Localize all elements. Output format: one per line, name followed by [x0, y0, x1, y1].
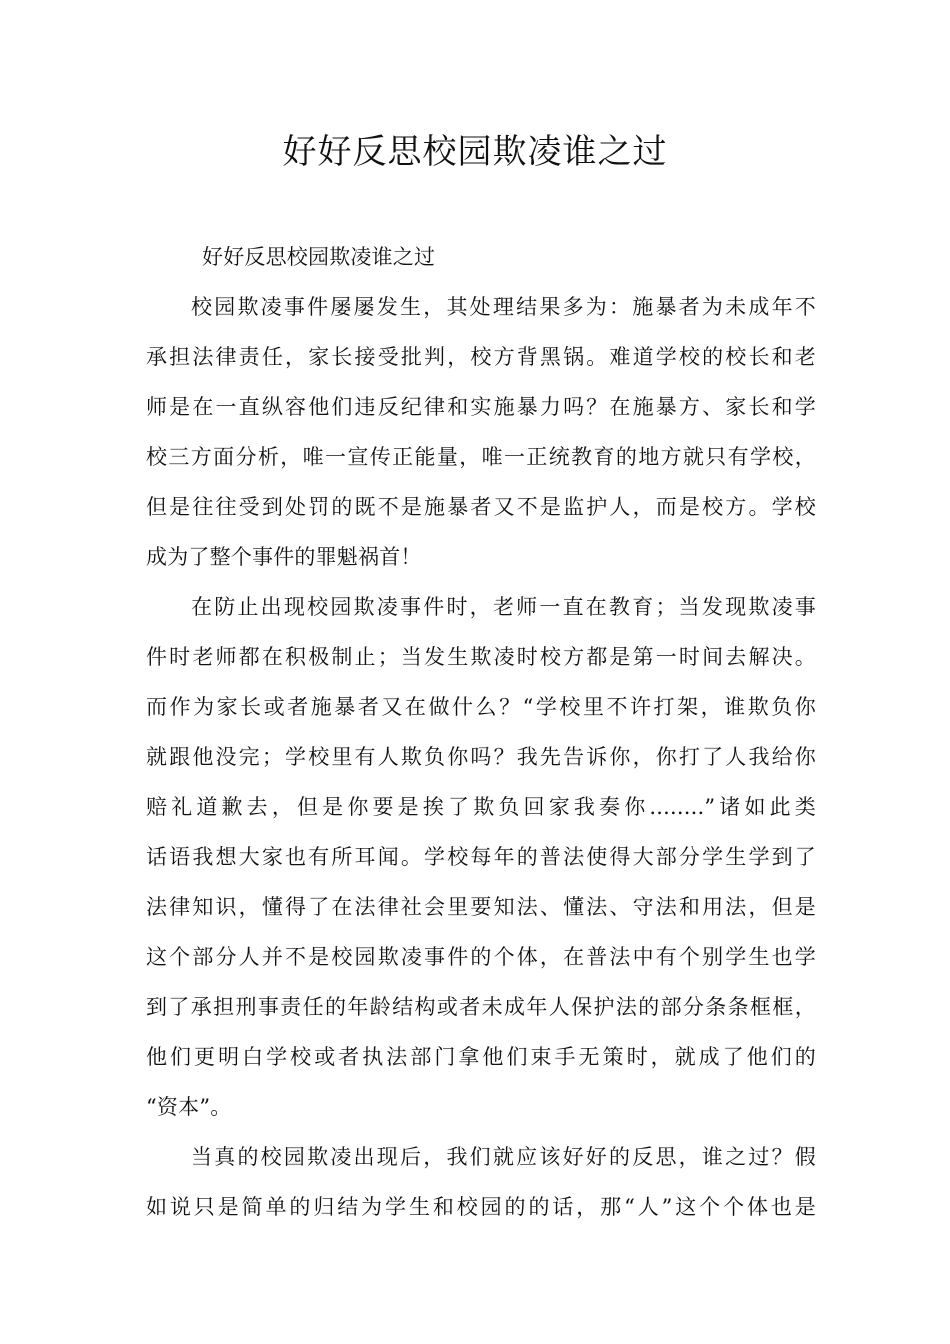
paragraph-line: 这个部分人并不是校园欺凌事件的个体，在普法中有个别学生也学 [146, 945, 816, 969]
paragraph-line: “资本”。 [146, 1095, 232, 1119]
paragraph-line: 当真的校园欺凌出现后，我们就应该好好的反思，谁之过？假 [191, 1145, 816, 1169]
paragraph-line: 成为了整个事件的罪魁祸首！ [146, 545, 422, 569]
paragraph-line: 校三方面分析，唯一宣传正能量，唯一正统教育的地方就只有学校， [146, 445, 816, 469]
paragraph-line: 而作为家长或者施暴者又在做什么？“学校里不许打架，谁欺负你 [146, 695, 816, 719]
document-subtitle: 好好反思校园欺凌谁之过 [202, 245, 436, 269]
paragraph-line: 承担法律责任，家长接受批判，校方背黑锅。难道学校的校长和老 [146, 345, 816, 369]
paragraph-line: 赔礼道歉去，但是你要是挨了欺负回家我奏你........”诸如此类 [146, 795, 816, 819]
paragraph-line: 话语我想大家也有所耳闻。学校每年的普法使得大部分学生学到了 [146, 845, 816, 869]
paragraph-line: 校园欺凌事件屡屡发生，其处理结果多为：施暴者为未成年不 [191, 295, 816, 319]
paragraph-line: 件时老师都在积极制止；当发生欺凌时校方都是第一时间去解决。 [146, 645, 816, 669]
paragraph-line: 师是在一直纵容他们违反纪律和实施暴力吗？在施暴方、家长和学 [146, 395, 816, 419]
document-title: 好好反思校园欺凌谁之过 [282, 132, 668, 172]
document-body [146, 232, 816, 1232]
paragraph-line: 在防止出现校园欺凌事件时，老师一直在教育；当发现欺凌事 [191, 595, 816, 619]
paragraph-line: 但是往往受到处罚的既不是施暴者又不是监护人，而是校方。学校 [146, 495, 816, 519]
paragraph-line: 法律知识，懂得了在法律社会里要知法、懂法、守法和用法，但是 [146, 895, 816, 919]
paragraph-line: 如说只是简单的归结为学生和校园的的话，那“人”这个个体也是 [146, 1195, 816, 1219]
paragraph-line: 他们更明白学校或者执法部门拿他们束手无策时，就成了他们的 [146, 1045, 816, 1069]
paragraph-line: 就跟他没完；学校里有人欺负你吗？我先告诉你，你打了人我给你 [146, 745, 816, 769]
paragraph-line: 到了承担刑事责任的年龄结构或者未成年人保护法的部分条条框框， [146, 995, 816, 1019]
